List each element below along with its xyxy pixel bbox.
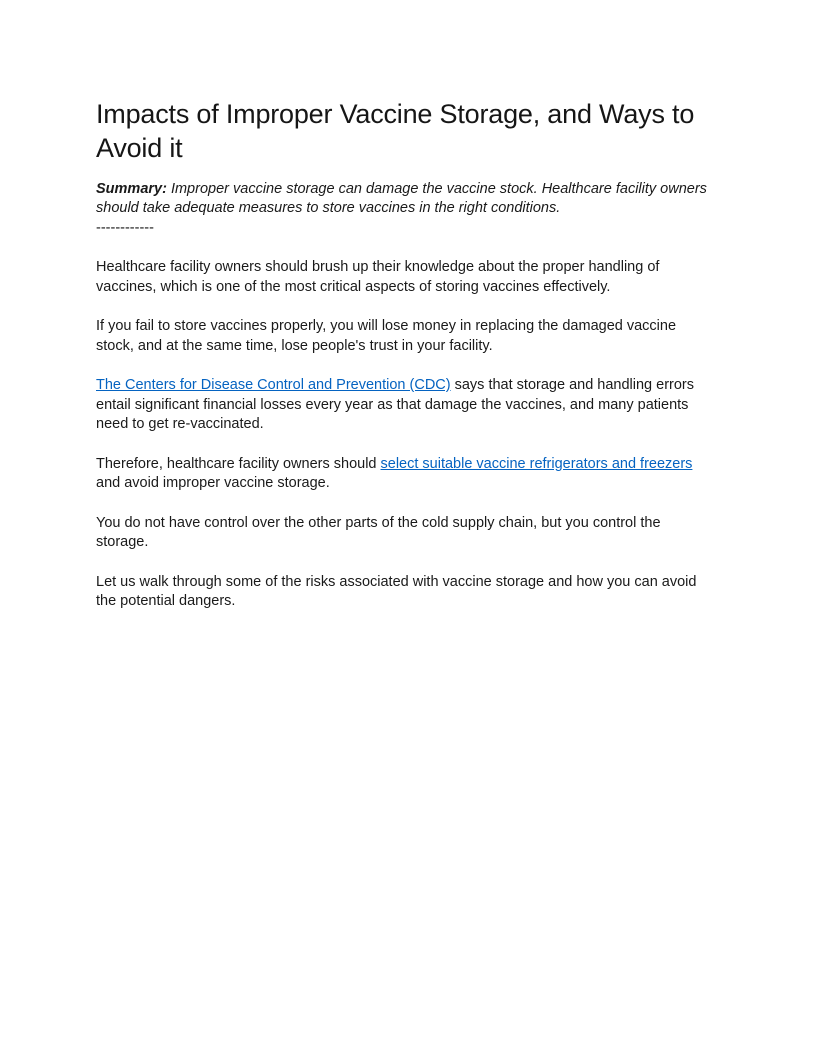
paragraph-cdc-text: says that storage and handling errors entail significant financial losses every year as that damage the vaccines, and many patients need to get re-vaccinated.: [96, 377, 695, 432]
refrigerators-freezers-link[interactable]: select suitable vaccine refrigerators and freezers: [380, 455, 693, 472]
paragraph-lose-money: If you fail to store vaccines properly, you will lose money in replacing the damaged vaccine stock, and at the same time, lose people's trust in your facility.: [96, 318, 677, 354]
paragraph-handling-knowledge: Healthcare facility owners should brush up their knowledge about the proper handling of vaccines, which is one of the most critical aspects of storing vaccines effectively.: [96, 259, 660, 295]
cdc-link[interactable]: The Centers for Disease Control and Prevention (CDC): [96, 377, 451, 393]
paragraph-refrigerators-before: Therefore, healthcare facility owners should: [96, 455, 381, 472]
summary-label: Summary:: [96, 180, 167, 197]
summary-paragraph: [96, 180, 712, 219]
paragraph-refrigerators: [96, 455, 712, 494]
divider-dashes: ------------: [96, 219, 154, 236]
paragraph-cdc: [96, 376, 712, 435]
page-title: Impacts of Improper Vaccine Storage, and Ways to Avoid it: [96, 99, 695, 163]
summary-text: Improper vaccine storage can damage the vaccine stock. Healthcare facility owners should take adequate measures to store vaccines in the right conditions.: [96, 180, 707, 216]
paragraph-refrigerators-after: and avoid improper vaccine storage.: [96, 475, 330, 491]
paragraph-walk-through-risks: Let us walk through some of the risks associated with vaccine storage and how you can avoid the potential dangers.: [96, 573, 697, 609]
paragraph-cold-supply-chain: You do not have control over the other parts of the cold supply chain, but you control the storage.: [96, 514, 661, 550]
